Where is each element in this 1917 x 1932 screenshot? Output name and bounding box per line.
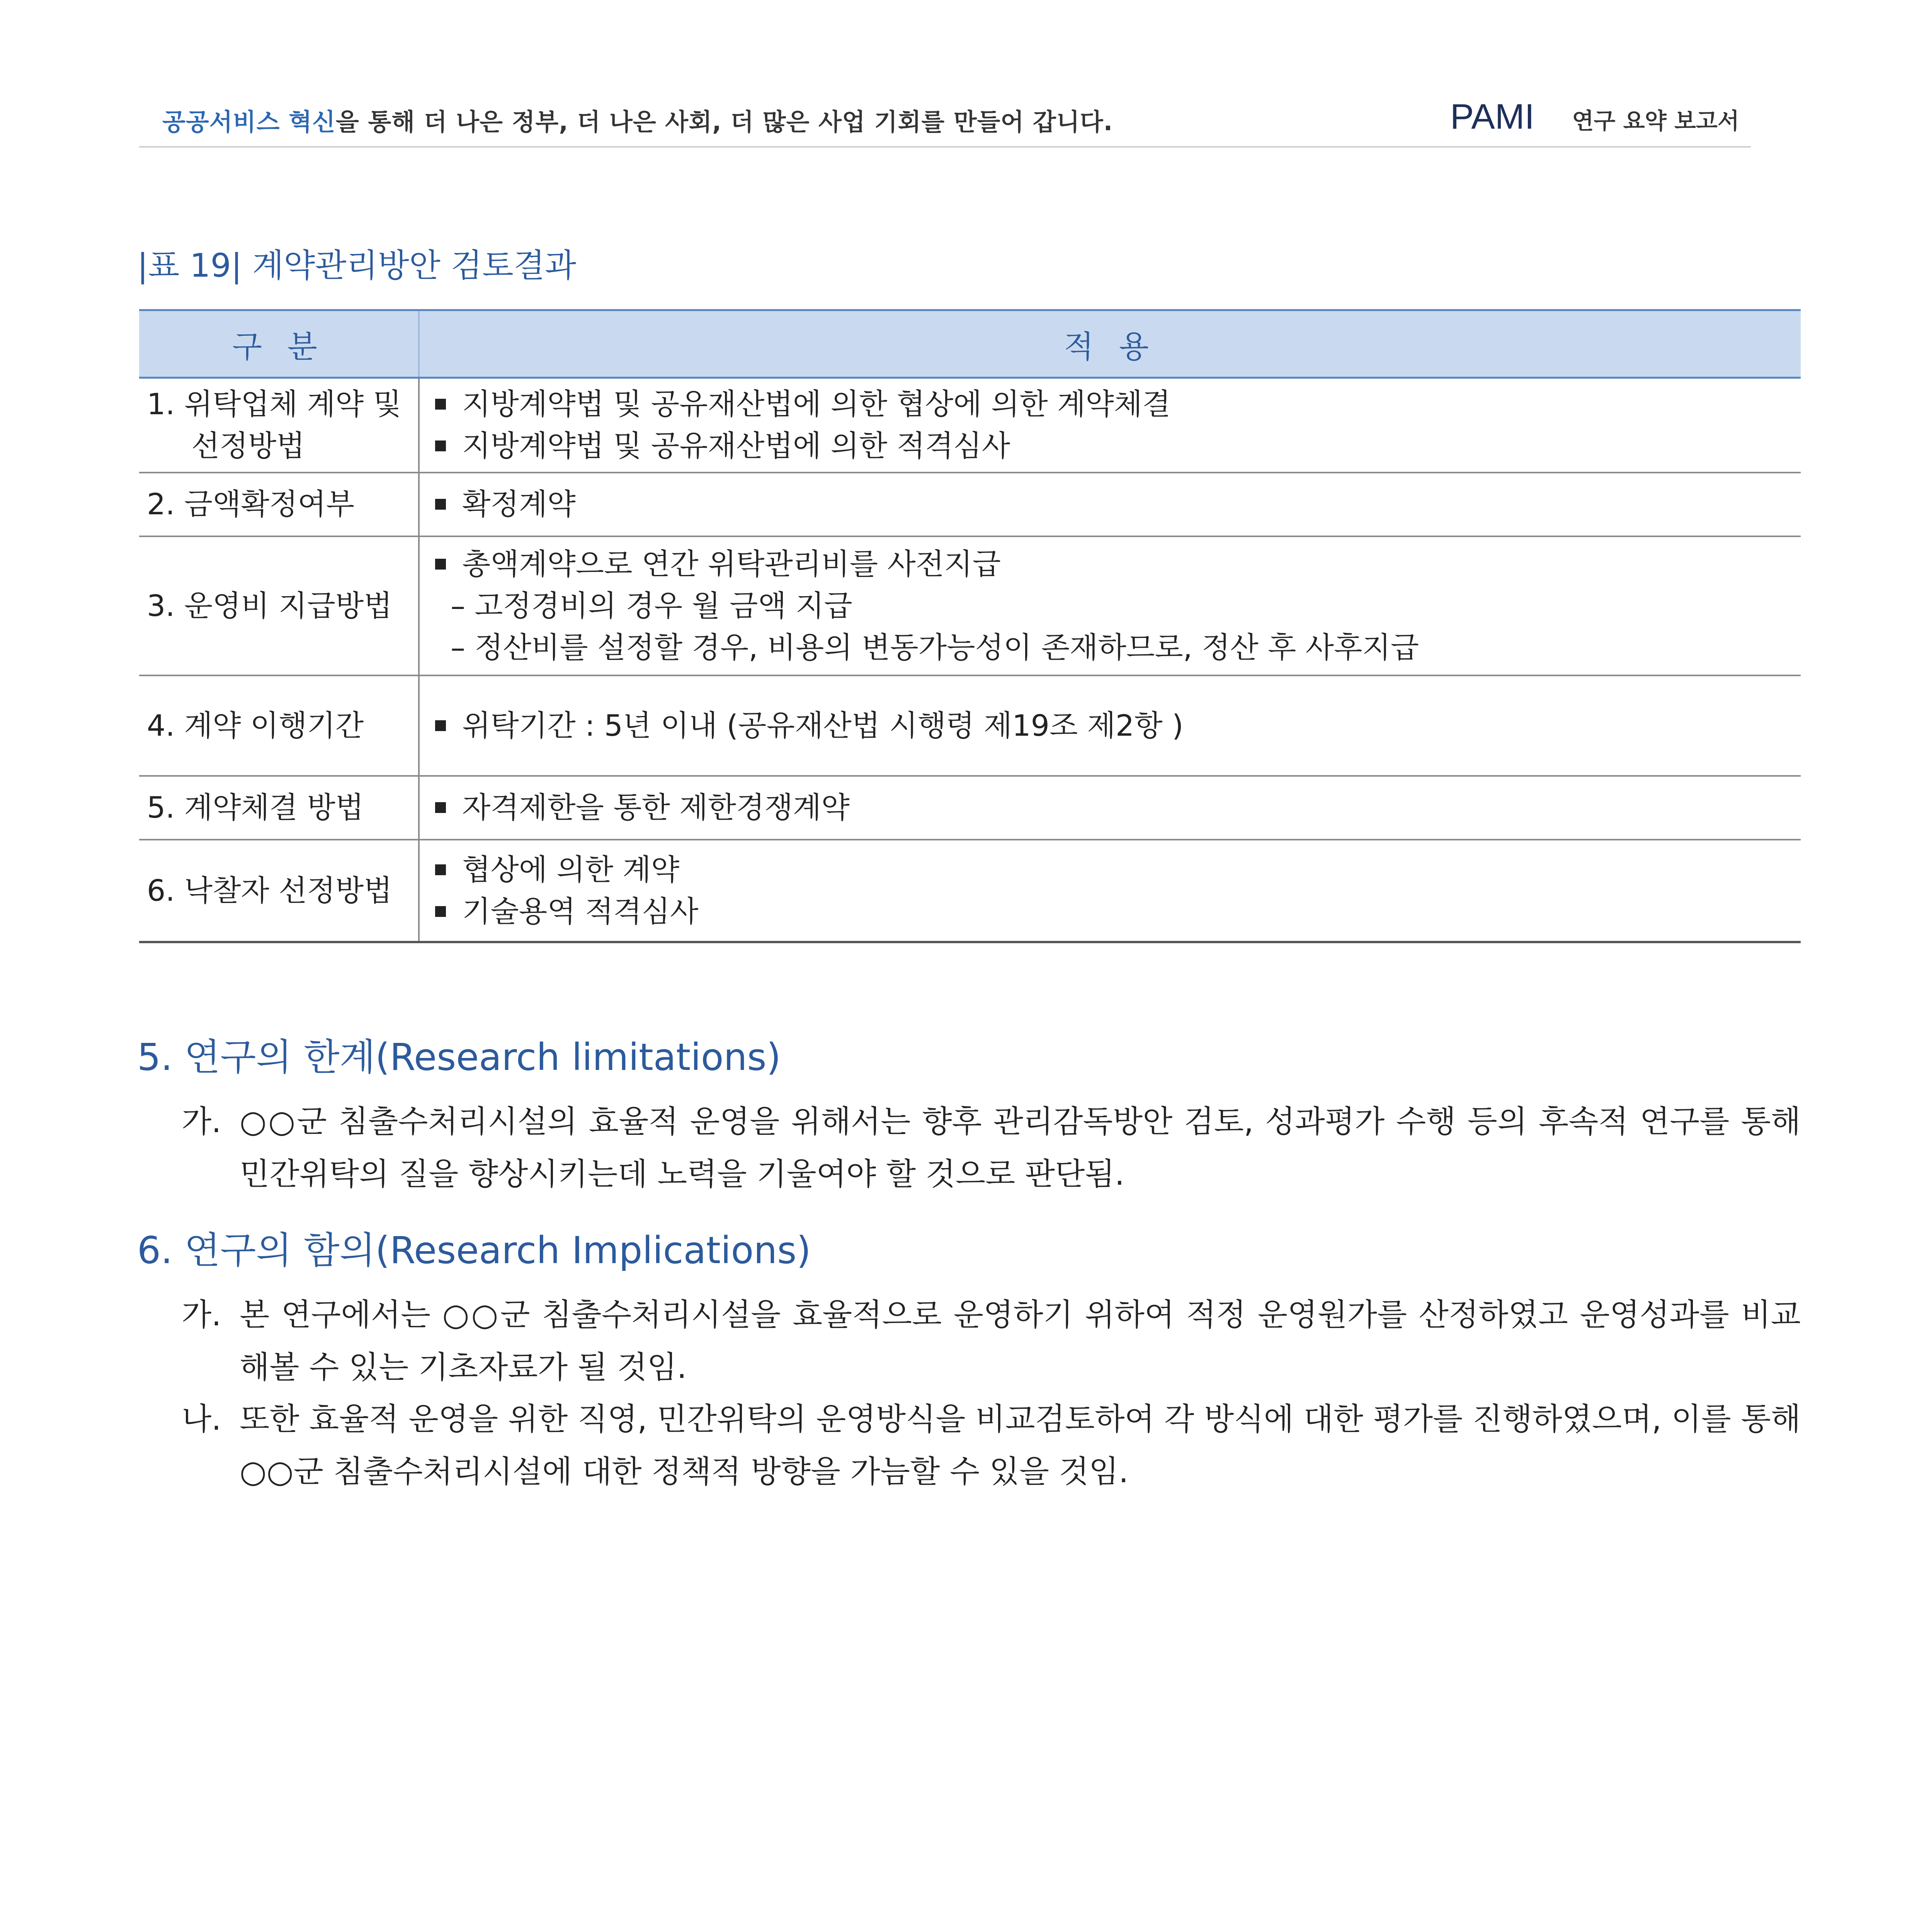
bullet-square-icon — [435, 802, 446, 813]
list-item: 위탁기간 : 5년 이내 (공유재산법 시행령 제19조 제2항 ) — [435, 705, 1800, 747]
page-header — [139, 97, 1751, 143]
row-category: 1. 위탁업체 계약 및 선정방법 — [139, 378, 419, 473]
paragraph — [182, 1289, 1801, 1394]
contract-review-table — [139, 309, 1801, 943]
row-content — [419, 473, 1801, 536]
item-label: 가. — [182, 1297, 221, 1333]
bullet-square-icon — [435, 906, 446, 917]
item-label: 나. — [182, 1401, 221, 1437]
paragraph — [182, 1095, 1801, 1201]
row-category: 3. 운영비 지급방법 — [139, 536, 419, 675]
list-item: 협상에 의한 계약 — [435, 849, 1800, 891]
item-label: 가. — [182, 1104, 221, 1139]
table-row — [139, 473, 1801, 536]
row-content — [419, 675, 1801, 776]
row-content — [419, 378, 1801, 473]
bullet-square-icon — [435, 499, 446, 510]
row-category: 6. 낙찰자 선정방법 — [139, 840, 419, 942]
row-content — [419, 776, 1801, 840]
header-divider — [139, 146, 1751, 148]
table-row — [139, 776, 1801, 840]
row-category: 2. 금액확정여부 — [139, 473, 419, 536]
table-row — [139, 675, 1801, 776]
paragraph — [182, 1393, 1801, 1498]
table-row — [139, 378, 1801, 473]
bullet-square-icon — [435, 399, 446, 410]
row-category: 4. 계약 이행기간 — [139, 675, 419, 776]
table-row — [139, 840, 1801, 942]
section-title-limitations: 5. 연구의 한계(Research limitations) — [137, 1036, 781, 1079]
row-content — [419, 536, 1801, 675]
header-slogan: 공공서비스 혁신을 통해 더 나은 정부, 더 나은 사회, 더 많은 사업 기회를 만들어 갑니다. — [162, 108, 1113, 136]
list-item: 지방계약법 및 공유재산법에 의한 협상에 의한 계약체결 — [435, 383, 1800, 425]
item-text: 또한 효율적 운영을 위한 직영, 민간위탁의 운영방식을 비교검토하여 각 방식에 대한 평가를 진행하였으며, 이를 통해 ○○군 침출수처리시설에 대한 정책적 방향을 가늠할 수 있을 것임. — [240, 1401, 1801, 1490]
row-category: 5. 계약체결 방법 — [139, 776, 419, 840]
item-text: ○○군 침출수처리시설의 효율적 운영을 위해서는 향후 관리감독방안 검토, 성과평가 수행 등의 후속적 연구를 통해 민간위탁의 질을 향상시키는데 노력을 기울여야 할 것으로 판단됨. — [240, 1104, 1801, 1192]
bullet-square-icon — [435, 559, 446, 570]
item-text: 본 연구에서는 ○○군 침출수처리시설을 효율적으로 운영하기 위하여 적정 운영원가를 산정하였고 운영성과를 비교해볼 수 있는 기초자료가 될 것임. — [240, 1297, 1801, 1385]
brand-logo: PAMI — [1450, 97, 1534, 136]
sub-item: – 정산비를 설정할 경우, 비용의 변동가능성이 존재하므로, 정산 후 사후지급 — [451, 630, 1419, 665]
col-header-category: 구 분 — [139, 310, 419, 378]
sub-item: – 고정경비의 경우 월 금액 지급 — [451, 588, 852, 623]
col-header-content: 적 용 — [419, 310, 1801, 378]
list-item: 자격제한을 통한 제한경쟁계약 — [435, 787, 1800, 828]
bullet-square-icon — [435, 720, 446, 731]
section-title-implications: 6. 연구의 함의(Research Implications) — [137, 1229, 811, 1272]
list-item: 확정계약 — [435, 483, 1800, 525]
list-item: 기술용역 적격심사 — [435, 891, 1800, 932]
table-header-row — [139, 310, 1801, 378]
table-caption: |표 19| 계약관리방안 검토결과 — [137, 247, 577, 284]
table-row — [139, 536, 1801, 675]
list-item: 총액계약으로 연간 위탁관리비를 사전지급 — [435, 543, 1800, 585]
report-type: 연구 요약 보고서 — [1572, 108, 1739, 134]
row-content — [419, 840, 1801, 942]
list-item: 지방계약법 및 공유재산법에 의한 적격심사 — [435, 425, 1800, 467]
bullet-square-icon — [435, 864, 446, 875]
bullet-square-icon — [435, 440, 446, 451]
